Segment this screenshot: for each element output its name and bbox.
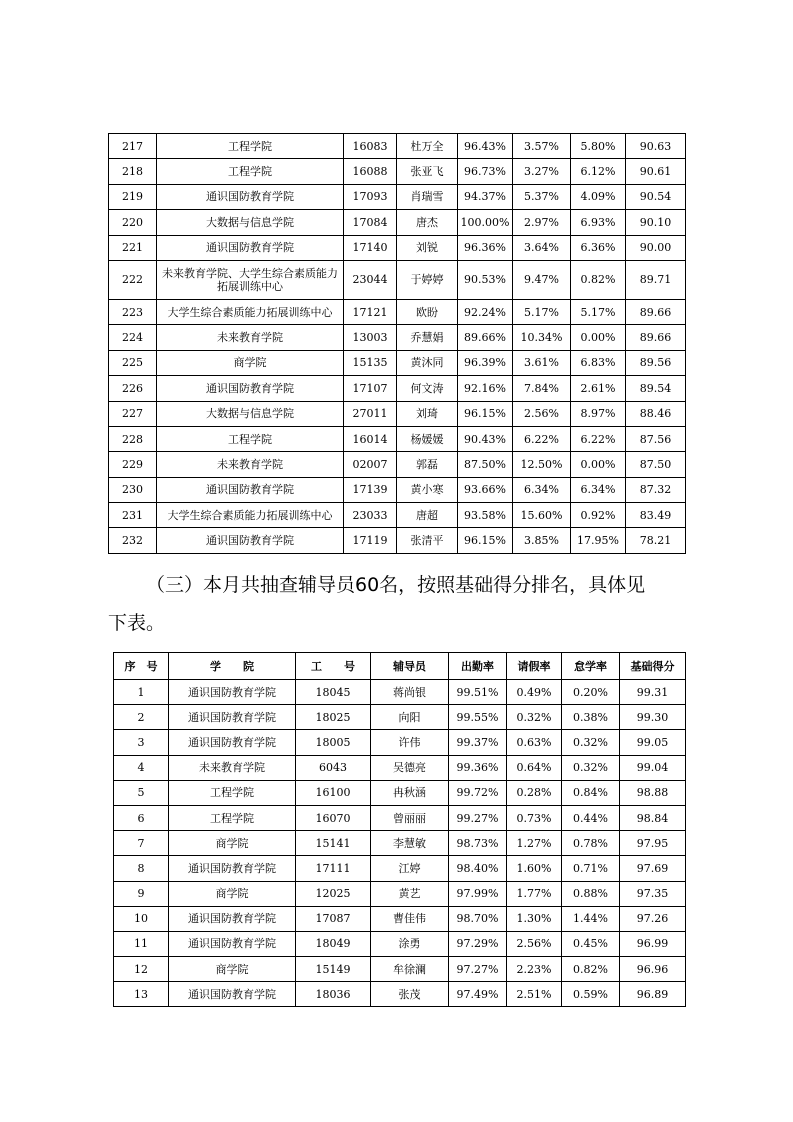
attendance-rate-cell: 96.15% — [458, 528, 513, 553]
staff-id-cell: 17139 — [344, 477, 397, 502]
leave-rate-cell: 3.27% — [513, 159, 571, 184]
rank-cell: 223 — [109, 299, 157, 324]
base-score-cell: 97.35 — [620, 881, 686, 906]
college-cell: 通识国防教育学院 — [169, 906, 296, 931]
truancy-rate-cell: 0.82% — [571, 260, 626, 299]
base-score-cell: 97.69 — [620, 856, 686, 881]
counselor-table-body — [114, 680, 686, 1007]
attendance-rate-cell: 96.43% — [458, 134, 513, 159]
truancy-rate-cell: 2.61% — [571, 376, 626, 401]
attendance-rate-cell: 96.39% — [458, 350, 513, 375]
base-score-cell: 89.56 — [626, 350, 686, 375]
staff-id-cell: 18025 — [296, 705, 371, 730]
college-cell: 大数据与信息学院 — [157, 401, 344, 426]
rank-cell: 229 — [109, 452, 157, 477]
counselor-cell: 黄沐同 — [397, 350, 458, 375]
leave-rate-cell: 3.85% — [513, 528, 571, 553]
base-score-cell: 89.66 — [626, 325, 686, 350]
college-cell: 通识国防教育学院 — [157, 235, 344, 260]
truancy-rate-cell: 0.00% — [571, 325, 626, 350]
base-score-cell: 99.04 — [620, 755, 686, 780]
counselor-cell: 张清平 — [397, 528, 458, 553]
base-score-cell: 96.96 — [620, 957, 686, 982]
attendance-rate-cell: 89.66% — [458, 325, 513, 350]
staff-id-cell: 6043 — [296, 755, 371, 780]
leave-rate-cell: 3.64% — [513, 235, 571, 260]
staff-id-cell: 17121 — [344, 299, 397, 324]
attendance-rate-cell: 99.72% — [449, 780, 507, 805]
base-score-cell: 89.71 — [626, 260, 686, 299]
leave-rate-cell: 2.23% — [507, 957, 562, 982]
college-cell: 大数据与信息学院 — [157, 210, 344, 235]
leave-rate-cell: 1.77% — [507, 881, 562, 906]
table-row — [114, 931, 686, 956]
staff-id-cell: 16100 — [296, 780, 371, 805]
attendance-rate-cell: 100.00% — [458, 210, 513, 235]
counselor-cell: 黄艺 — [371, 881, 449, 906]
counselor-cell: 黄小寒 — [397, 477, 458, 502]
attendance-rate-cell: 97.99% — [449, 881, 507, 906]
leave-rate-cell: 2.97% — [513, 210, 571, 235]
college-cell: 工程学院 — [169, 780, 296, 805]
rank-cell: 11 — [114, 931, 169, 956]
base-score-cell: 99.31 — [620, 680, 686, 705]
table-row — [114, 856, 686, 881]
table-row — [109, 184, 686, 209]
attendance-rate-cell: 99.36% — [449, 755, 507, 780]
truancy-rate-cell: 6.93% — [571, 210, 626, 235]
table-header-row — [114, 653, 686, 680]
college-cell: 未来教育学院 — [157, 452, 344, 477]
truancy-rate-cell: 0.71% — [562, 856, 620, 881]
counselor-ranking-table — [113, 652, 686, 1007]
counselor-cell: 乔慧娟 — [397, 325, 458, 350]
base-score-cell: 99.05 — [620, 730, 686, 755]
attendance-rate-cell: 99.55% — [449, 705, 507, 730]
counselor-cell: 向阳 — [371, 705, 449, 730]
truancy-rate-cell: 0.82% — [562, 957, 620, 982]
base-score-cell: 88.46 — [626, 401, 686, 426]
college-cell: 大学生综合素质能力拓展训练中心 — [157, 503, 344, 528]
counselor-cell: 刘锐 — [397, 235, 458, 260]
truancy-rate-cell: 0.88% — [562, 881, 620, 906]
rank-cell: 232 — [109, 528, 157, 553]
leave-rate-cell: 6.22% — [513, 426, 571, 451]
table-row — [114, 805, 686, 830]
ranking-table-body — [109, 134, 686, 554]
attendance-rate-cell: 93.58% — [458, 503, 513, 528]
table-row — [114, 881, 686, 906]
base-score-cell: 87.56 — [626, 426, 686, 451]
rank-cell: 218 — [109, 159, 157, 184]
counselor-cell: 许伟 — [371, 730, 449, 755]
base-score-cell: 99.30 — [620, 705, 686, 730]
truancy-rate-cell: 0.00% — [571, 452, 626, 477]
counselor-cell: 曹佳伟 — [371, 906, 449, 931]
college-cell: 通识国防教育学院 — [169, 705, 296, 730]
counselor-cell: 江婷 — [371, 856, 449, 881]
rank-cell: 6 — [114, 805, 169, 830]
staff-id-cell: 17087 — [296, 906, 371, 931]
truancy-rate-cell: 6.12% — [571, 159, 626, 184]
attendance-rate-cell: 94.37% — [458, 184, 513, 209]
staff-id-cell: 17111 — [296, 856, 371, 881]
attendance-rate-cell: 98.70% — [449, 906, 507, 931]
attendance-rate-cell: 99.51% — [449, 680, 507, 705]
rank-cell: 228 — [109, 426, 157, 451]
table-row — [109, 452, 686, 477]
truancy-rate-cell: 8.97% — [571, 401, 626, 426]
counselor-cell: 张亚飞 — [397, 159, 458, 184]
truancy-rate-cell: 0.92% — [571, 503, 626, 528]
staff-id-cell: 02007 — [344, 452, 397, 477]
rank-cell: 221 — [109, 235, 157, 260]
attendance-rate-cell: 87.50% — [458, 452, 513, 477]
table-row — [109, 159, 686, 184]
attendance-rate-cell: 97.49% — [449, 982, 507, 1007]
truancy-rate-cell: 0.78% — [562, 831, 620, 856]
table-row — [109, 299, 686, 324]
counselor-cell: 冉秋涵 — [371, 780, 449, 805]
staff-id-cell: 18036 — [296, 982, 371, 1007]
truancy-rate-cell: 0.32% — [562, 730, 620, 755]
leave-rate-cell: 5.17% — [513, 299, 571, 324]
leave-rate-cell: 1.27% — [507, 831, 562, 856]
rank-cell: 2 — [114, 705, 169, 730]
counselor-cell: 张茂 — [371, 982, 449, 1007]
rank-cell: 226 — [109, 376, 157, 401]
staff-id-cell: 17093 — [344, 184, 397, 209]
base-score-cell: 96.89 — [620, 982, 686, 1007]
leave-rate-cell: 0.32% — [507, 705, 562, 730]
table-row — [114, 982, 686, 1007]
truancy-rate-cell: 6.83% — [571, 350, 626, 375]
truancy-rate-cell: 0.44% — [562, 805, 620, 830]
table-row — [114, 780, 686, 805]
rank-cell: 5 — [114, 780, 169, 805]
table-row — [109, 503, 686, 528]
attendance-rate-cell: 99.37% — [449, 730, 507, 755]
column-header-staff-id: 工 号 — [296, 653, 371, 680]
staff-id-cell: 17119 — [344, 528, 397, 553]
base-score-cell: 89.66 — [626, 299, 686, 324]
leave-rate-cell: 1.30% — [507, 906, 562, 931]
college-cell: 商学院 — [169, 831, 296, 856]
rank-cell: 219 — [109, 184, 157, 209]
rank-cell: 10 — [114, 906, 169, 931]
college-cell: 通识国防教育学院 — [157, 376, 344, 401]
truancy-rate-cell: 0.32% — [562, 755, 620, 780]
staff-id-cell: 17140 — [344, 235, 397, 260]
college-cell: 通识国防教育学院 — [157, 184, 344, 209]
truancy-rate-cell: 4.09% — [571, 184, 626, 209]
rank-cell: 13 — [114, 982, 169, 1007]
rank-cell: 225 — [109, 350, 157, 375]
staff-id-cell: 17107 — [344, 376, 397, 401]
leave-rate-cell: 3.57% — [513, 134, 571, 159]
college-cell: 工程学院 — [157, 159, 344, 184]
leave-rate-cell: 12.50% — [513, 452, 571, 477]
staff-id-cell: 16014 — [344, 426, 397, 451]
attendance-rate-cell: 98.73% — [449, 831, 507, 856]
section-intro-paragraph: （三）本月共抽查辅导员60名，按照基础得分排名，具体见 — [146, 574, 646, 596]
counselor-cell: 唐杰 — [397, 210, 458, 235]
rank-cell: 227 — [109, 401, 157, 426]
base-score-cell: 98.88 — [620, 780, 686, 805]
base-score-cell: 98.84 — [620, 805, 686, 830]
counselor-cell: 唐超 — [397, 503, 458, 528]
base-score-cell: 96.99 — [620, 931, 686, 956]
truancy-rate-cell: 17.95% — [571, 528, 626, 553]
rank-cell: 230 — [109, 477, 157, 502]
truancy-rate-cell: 5.17% — [571, 299, 626, 324]
college-cell: 通识国防教育学院 — [169, 931, 296, 956]
college-cell: 商学院 — [157, 350, 344, 375]
base-score-cell: 87.50 — [626, 452, 686, 477]
truancy-rate-cell: 6.22% — [571, 426, 626, 451]
college-cell: 通识国防教育学院 — [169, 730, 296, 755]
base-score-cell: 97.95 — [620, 831, 686, 856]
leave-rate-cell: 0.73% — [507, 805, 562, 830]
column-header-leave-rate: 请假率 — [507, 653, 562, 680]
leave-rate-cell: 15.60% — [513, 503, 571, 528]
attendance-rate-cell: 99.27% — [449, 805, 507, 830]
attendance-rate-cell: 93.66% — [458, 477, 513, 502]
rank-cell: 224 — [109, 325, 157, 350]
counselor-cell: 蒋尚银 — [371, 680, 449, 705]
leave-rate-cell: 0.64% — [507, 755, 562, 780]
attendance-rate-cell: 98.40% — [449, 856, 507, 881]
counselor-cell: 郭磊 — [397, 452, 458, 477]
table-row — [114, 730, 686, 755]
attendance-rate-cell: 97.29% — [449, 931, 507, 956]
attendance-rate-cell: 90.53% — [458, 260, 513, 299]
leave-rate-cell: 2.51% — [507, 982, 562, 1007]
base-score-cell: 90.61 — [626, 159, 686, 184]
counselor-cell: 曾丽丽 — [371, 805, 449, 830]
column-header-college: 学 院 — [169, 653, 296, 680]
column-header-rank: 序 号 — [114, 653, 169, 680]
attendance-rate-cell: 90.43% — [458, 426, 513, 451]
table-row — [109, 426, 686, 451]
attendance-rate-cell: 96.15% — [458, 401, 513, 426]
table-row — [109, 477, 686, 502]
staff-id-cell: 16083 — [344, 134, 397, 159]
college-cell: 工程学院 — [169, 805, 296, 830]
table-row — [114, 906, 686, 931]
column-header-attendance-rate: 出勤率 — [449, 653, 507, 680]
counselor-cell: 吴德亮 — [371, 755, 449, 780]
staff-id-cell: 23044 — [344, 260, 397, 299]
staff-id-cell: 12025 — [296, 881, 371, 906]
college-cell: 工程学院 — [157, 426, 344, 451]
leave-rate-cell: 10.34% — [513, 325, 571, 350]
leave-rate-cell: 0.63% — [507, 730, 562, 755]
rank-cell: 12 — [114, 957, 169, 982]
staff-id-cell: 18049 — [296, 931, 371, 956]
table-row — [114, 705, 686, 730]
table-row — [109, 134, 686, 159]
staff-id-cell: 27011 — [344, 401, 397, 426]
table-row — [114, 755, 686, 780]
table-row — [114, 957, 686, 982]
staff-id-cell: 16070 — [296, 805, 371, 830]
table-row — [109, 376, 686, 401]
attendance-rate-cell: 92.24% — [458, 299, 513, 324]
counselor-cell: 李慧敏 — [371, 831, 449, 856]
truancy-rate-cell: 0.38% — [562, 705, 620, 730]
staff-id-cell: 13003 — [344, 325, 397, 350]
table-row — [109, 325, 686, 350]
base-score-cell: 90.00 — [626, 235, 686, 260]
truancy-rate-cell: 6.36% — [571, 235, 626, 260]
college-cell: 商学院 — [169, 957, 296, 982]
college-cell: 商学院 — [169, 881, 296, 906]
table-row — [109, 401, 686, 426]
counselor-cell: 刘琦 — [397, 401, 458, 426]
staff-id-cell: 18005 — [296, 730, 371, 755]
truancy-rate-cell: 0.45% — [562, 931, 620, 956]
column-header-base-score: 基础得分 — [620, 653, 686, 680]
college-cell: 通识国防教育学院 — [169, 680, 296, 705]
table-row — [114, 680, 686, 705]
truancy-rate-cell: 0.20% — [562, 680, 620, 705]
staff-id-cell: 17084 — [344, 210, 397, 235]
attendance-rate-cell: 97.27% — [449, 957, 507, 982]
leave-rate-cell: 0.28% — [507, 780, 562, 805]
truancy-rate-cell: 1.44% — [562, 906, 620, 931]
leave-rate-cell: 7.84% — [513, 376, 571, 401]
rank-cell: 231 — [109, 503, 157, 528]
column-header-counselor: 辅导员 — [371, 653, 449, 680]
leave-rate-cell: 0.49% — [507, 680, 562, 705]
counselor-cell: 何文涛 — [397, 376, 458, 401]
counselor-cell: 欧盼 — [397, 299, 458, 324]
counselor-cell: 涂勇 — [371, 931, 449, 956]
section-intro-paragraph-continuation: 下表。 — [108, 612, 166, 634]
table-row — [109, 210, 686, 235]
college-cell: 工程学院 — [157, 134, 344, 159]
base-score-cell: 97.26 — [620, 906, 686, 931]
college-cell: 通识国防教育学院 — [157, 528, 344, 553]
column-header-truancy-rate: 怠学率 — [562, 653, 620, 680]
base-score-cell: 78.21 — [626, 528, 686, 553]
rank-cell: 217 — [109, 134, 157, 159]
truancy-rate-cell: 0.84% — [562, 780, 620, 805]
college-cell: 未来教育学院 — [169, 755, 296, 780]
table-row — [109, 235, 686, 260]
leave-rate-cell: 6.34% — [513, 477, 571, 502]
counselor-cell: 肖瑞雪 — [397, 184, 458, 209]
truancy-rate-cell: 5.80% — [571, 134, 626, 159]
leave-rate-cell: 5.37% — [513, 184, 571, 209]
counselor-cell: 杨媛媛 — [397, 426, 458, 451]
college-cell: 大学生综合素质能力拓展训练中心 — [157, 299, 344, 324]
rank-cell: 220 — [109, 210, 157, 235]
base-score-cell: 87.32 — [626, 477, 686, 502]
base-score-cell: 90.63 — [626, 134, 686, 159]
truancy-rate-cell: 0.59% — [562, 982, 620, 1007]
attendance-rate-cell: 92.16% — [458, 376, 513, 401]
base-score-cell: 89.54 — [626, 376, 686, 401]
college-cell: 未来教育学院、大学生综合素质能力拓展训练中心 — [157, 260, 344, 299]
truancy-rate-cell: 6.34% — [571, 477, 626, 502]
college-cell: 通识国防教育学院 — [157, 477, 344, 502]
counselor-cell: 牟徐澜 — [371, 957, 449, 982]
staff-id-cell: 23033 — [344, 503, 397, 528]
table-row — [109, 260, 686, 299]
base-score-cell: 90.10 — [626, 210, 686, 235]
leave-rate-cell: 2.56% — [507, 931, 562, 956]
rank-cell: 3 — [114, 730, 169, 755]
base-score-cell: 83.49 — [626, 503, 686, 528]
rank-cell: 7 — [114, 831, 169, 856]
attendance-rate-cell: 96.73% — [458, 159, 513, 184]
rank-cell: 4 — [114, 755, 169, 780]
attendance-rate-cell: 96.36% — [458, 235, 513, 260]
rank-cell: 8 — [114, 856, 169, 881]
rank-cell: 222 — [109, 260, 157, 299]
base-score-cell: 90.54 — [626, 184, 686, 209]
counselor-cell: 杜万全 — [397, 134, 458, 159]
staff-id-cell: 16088 — [344, 159, 397, 184]
rank-cell: 1 — [114, 680, 169, 705]
college-cell: 未来教育学院 — [157, 325, 344, 350]
college-cell: 通识国防教育学院 — [169, 856, 296, 881]
leave-rate-cell: 3.61% — [513, 350, 571, 375]
staff-id-cell: 15149 — [296, 957, 371, 982]
rank-cell: 9 — [114, 881, 169, 906]
staff-id-cell: 15141 — [296, 831, 371, 856]
ranking-table-continued — [108, 133, 686, 554]
counselor-cell: 于婷婷 — [397, 260, 458, 299]
table-row — [114, 831, 686, 856]
staff-id-cell: 15135 — [344, 350, 397, 375]
leave-rate-cell: 2.56% — [513, 401, 571, 426]
table-row — [109, 350, 686, 375]
college-cell: 通识国防教育学院 — [169, 982, 296, 1007]
leave-rate-cell: 1.60% — [507, 856, 562, 881]
leave-rate-cell: 9.47% — [513, 260, 571, 299]
table-row — [109, 528, 686, 553]
staff-id-cell: 18045 — [296, 680, 371, 705]
